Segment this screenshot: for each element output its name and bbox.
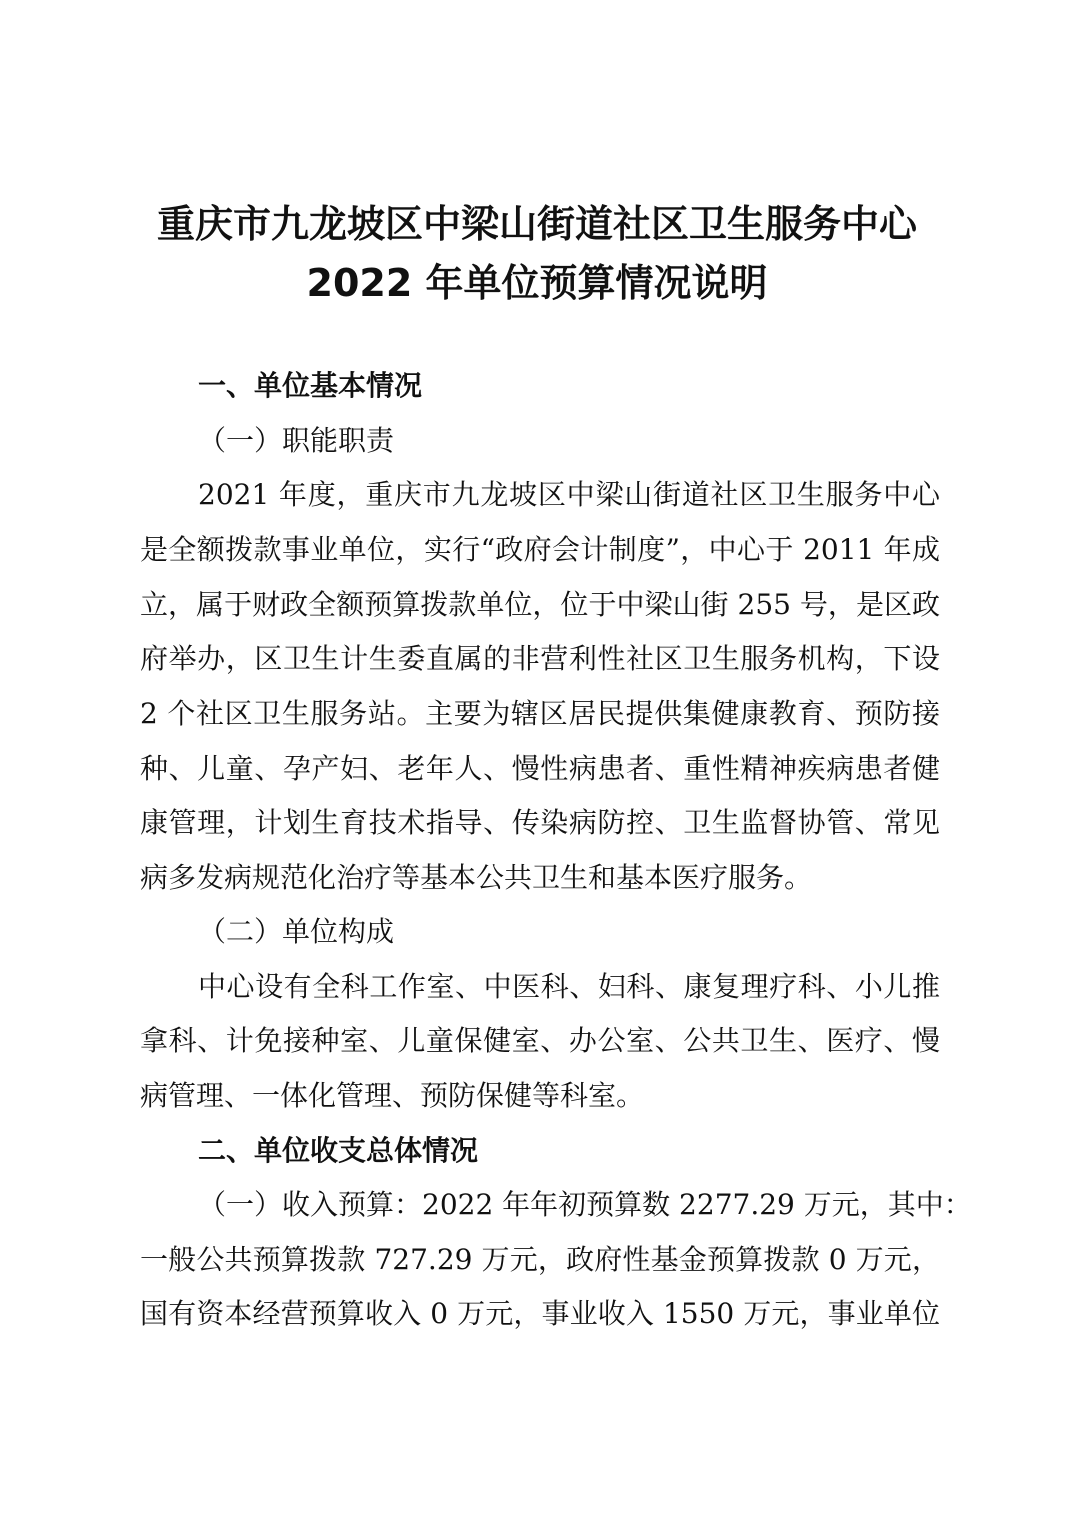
paragraph-line: 康管理，计划生育技术指导、传染病防控、卫生监督协管、常见	[140, 806, 940, 839]
paragraph-line: 病多发病规范化治疗等基本公共卫生和基本医疗服务。	[140, 861, 813, 894]
paragraph-line: 病管理、一体化管理、预防保健等科室。	[140, 1079, 645, 1112]
section-heading-budget-overview: 二、单位收支总体情况	[198, 1134, 479, 1167]
paragraph-line: 一般公共预算拨款 727.29 万元，政府性基金预算拨款 0 万元，	[140, 1243, 940, 1276]
paragraph-line: 种、儿童、孕产妇、老年人、慢性病患者、重性精神疾病患者健	[140, 752, 940, 785]
paragraph-line: 2021 年度，重庆市九龙坡区中梁山街道社区卫生服务中心	[198, 478, 940, 511]
paragraph-line: （一）收入预算：2022 年年初预算数 2277.29 万元，其中：	[198, 1188, 972, 1221]
subsection-heading-functions: （一）职能职责	[198, 424, 395, 457]
paragraph-line: 是全额拨款事业单位，实行“政府会计制度”，中心于 2011 年成	[140, 533, 940, 566]
document-title-line-1: 重庆市九龙坡区中梁山街道社区卫生服务中心	[156, 202, 917, 246]
subsection-heading-composition: （二）单位构成	[198, 915, 395, 948]
paragraph-line: 国有资本经营预算收入 0 万元，事业收入 1550 万元，事业单位	[140, 1297, 940, 1330]
paragraph-line: 2 个社区卫生服务站。主要为辖区居民提供集健康教育、预防接	[140, 697, 940, 730]
paragraph-line: 拿科、计免接种室、儿童保健室、办公室、公共卫生、医疗、慢	[140, 1024, 940, 1057]
paragraph-line: 府举办，区卫生计生委直属的非营利性社区卫生服务机构，下设	[140, 642, 940, 675]
document-title-line-2: 2022 年单位预算情况说明	[306, 261, 768, 305]
paragraph-line: 中心设有全科工作室、中医科、妇科、康复理疗科、小儿推	[198, 970, 940, 1003]
paragraph-line: 立，属于财政全额预算拨款单位，位于中梁山街 255 号，是区政	[140, 588, 940, 621]
section-heading-basic-info: 一、单位基本情况	[198, 369, 423, 402]
